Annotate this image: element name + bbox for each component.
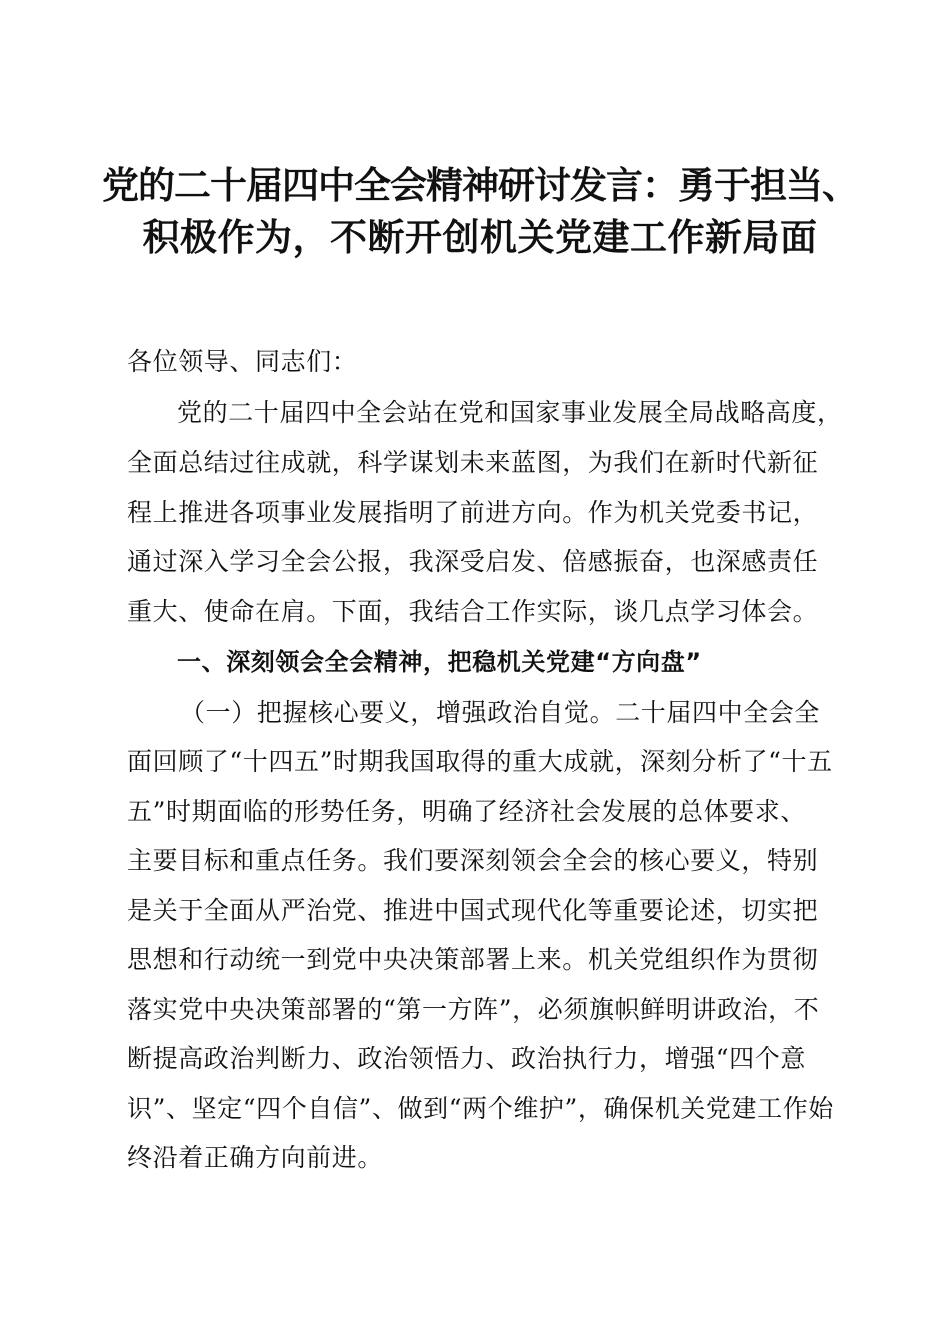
sub1-line-4: 主要目标和重点任务。我们要深刻领会全会的核心要义，特别 [127,846,819,875]
intro-line-3: 程上推进各项事业发展指明了前进方向。作为机关党委书记， [127,498,819,527]
sub1-line-5: 是关于全面从严治党、推进中国式现代化等重要论述，切实把 [127,896,819,925]
intro-line-4: 通过深入学习全会公报，我深受启发、倍感振奋，也深感责任 [127,547,819,576]
sub1-line-7: 落实党中央决策部署的“第一方阵”，必须旗帜鲜明讲政治，不 [127,995,820,1024]
sub1-line-1: （一）把握核心要义，增强政治自觉。二十届四中全会全 [180,698,821,727]
intro-line-2: 全面总结过往成就，科学谋划未来蓝图，为我们在新时代新征 [127,448,819,477]
sub1-line-3: 五”时期面临的形势任务，明确了经济社会发展的总体要求、 [127,797,806,826]
sub1-line-10: 终沿着正确方向前进。 [127,1143,384,1172]
sub1-line-2: 面回顾了“十四五”时期我国取得的重大成就，深刻分析了“十五 [127,747,833,776]
title-line-2: 积极作为，不断开创机关党建工作新局面 [142,216,818,259]
sub1-line-6: 思想和行动统一到党中央决策部署上来。机关党组织作为贯彻 [127,945,819,974]
title-line-1: 党的二十届四中全会精神研讨发言：勇于担当、 [102,164,858,207]
sub1-line-9: 识”、坚定“四个自信”、做到“两个维护”，确保机关党建工作始 [127,1094,834,1123]
section-1-heading: 一、深刻领会全会精神，把稳机关党建“方向盘” [177,648,702,676]
intro-line-5: 重大、使命在肩。下面，我结合工作实际，谈几点学习体会。 [127,597,819,626]
greeting: 各位领导、同志们： [127,347,358,376]
sub1-line-8: 断提高政治判断力、政治领悟力、政治执行力，增强“四个意 [127,1044,806,1073]
intro-line-1: 党的二十届四中全会站在党和国家事业发展全局战略高度， [177,398,843,427]
